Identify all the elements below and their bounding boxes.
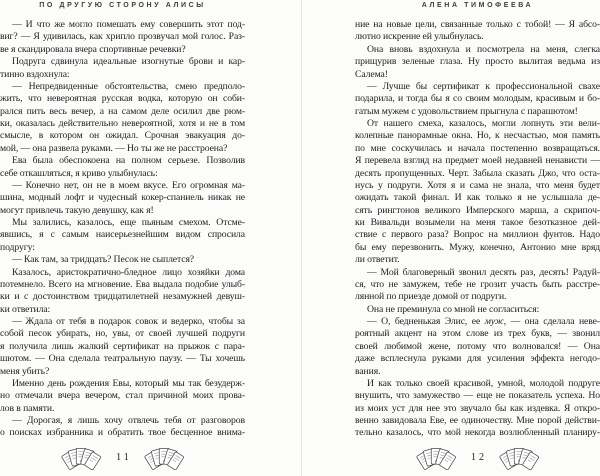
- text-line: сять рингтонов великого Имперского марша, а скрипоч-: [355, 204, 600, 216]
- text-line: ки ответила:: [0, 303, 51, 315]
- text-line: шина, модный лофт и чудесный кокер-спаниель никак не: [0, 192, 245, 204]
- text-line: подарила, и тогда бы я со своим молодым, красивым и бо-: [355, 93, 600, 105]
- text-line: — Мой благоверный звонил десять раз, десять! Радуй-: [367, 266, 600, 278]
- text-line: могут привлечь такую девушку, как я!: [0, 204, 154, 216]
- text-line: — Лучше бы сертификат к профессиональной свахе: [367, 80, 600, 92]
- text-line: тинно вздохнула:: [0, 68, 70, 80]
- text-line: лянной по приезде домой от подруги.: [355, 291, 507, 303]
- left-page-footer: [0, 443, 245, 471]
- text-line: о поисках избранника и обратить твое бесценное внима-: [0, 427, 245, 439]
- right-page: [355, 0, 600, 476]
- text-line: виг? — Я удивилась, как хрипло прозвучал мой голос. Раз-: [0, 31, 245, 43]
- left-page: [0, 0, 245, 476]
- text-line: тельно казалось, что мой некогда возлюбленный планиру-: [355, 427, 600, 439]
- text-line: собой песок убирать, но, увы, от своей лучшей подруги: [0, 328, 245, 340]
- right-page-number: 12: [471, 451, 487, 463]
- text-line: Казалось, аристократично-бледное лицо хозяйки дома: [12, 266, 245, 278]
- text-line: жить, что невероятная русская водка, которую он соби-: [0, 93, 245, 105]
- text-line: из моих уст для нее это звучало бы как издевка. Я откро-: [355, 402, 600, 414]
- text-line: явшись, я с самым наисерьезнейшим видом спросила: [0, 229, 245, 241]
- text-line: Она вновь вздохнула и посмотрела на меня, слегка: [367, 43, 600, 55]
- text-line: по мне соскучилась и начала постепенно возвращаться.: [355, 142, 600, 154]
- card-fan-icon: [498, 445, 540, 470]
- text-line: даже всплеснула руками для усиления эффекта негодо-: [355, 353, 600, 365]
- text-line: — И что же могло помешать ему совершить этот под-: [12, 19, 245, 30]
- text-line: вания.: [355, 365, 381, 377]
- text-line: ние на новые цели, связанные только с тобой! — Я абсо-: [355, 19, 600, 30]
- text-line: — Конечно нет, он не в моем вкусе. Его огромная ма-: [12, 179, 245, 191]
- text-line: себе откашляться, я криво улыбнулась:: [0, 167, 158, 179]
- text-line: смысле, в котором он ожидал. Срочная эвакуация до-: [0, 130, 245, 142]
- text-line: я получила лишь жалкий сертификат на прыжок с пара-: [0, 340, 245, 352]
- text-line: роятный акцент на этом слове из трех букв, — звонил: [355, 328, 600, 340]
- text-line: ли ответит.: [355, 254, 400, 266]
- card-fan-icon: [415, 445, 457, 470]
- text-line: но отмечали вчера вечером, стал причиной моих прова-: [0, 390, 245, 402]
- text-line: нусь у подруги. Хотя я и сама не знала, что меня будет: [355, 179, 600, 191]
- card-fan-icon: [143, 445, 185, 470]
- text-line: ся, что не замужем, тебе не грозит участь быть расстре-: [355, 278, 600, 290]
- text-line: Она не преминула со мной не согласиться:: [367, 303, 540, 315]
- text-line: Именно день рождения Евы, который мы так безудерж-: [12, 377, 245, 389]
- text-line: десять пропущенных. Черт. Забыла сказать Джо, что оста-: [355, 167, 600, 179]
- page-gutter-divider: [301, 0, 302, 476]
- text-line: ки, оказалась действительно невероятной, хотя и не в том: [0, 118, 245, 129]
- text-line: Мы залились, казалось, еще пьяным смехом. Отсме-: [12, 217, 245, 228]
- text-line: потемнело. Всего на мгновение. Ева выдала подобие улыб-: [0, 278, 245, 290]
- text-line: внушить, что замужество — еще не показатель успеха. Но: [355, 390, 600, 402]
- text-line: Я перевела взгляд на предмет моей недавней ненависти —: [355, 155, 600, 167]
- text-line: ожидать такой финал. И как только я не услышала де-: [355, 192, 600, 204]
- text-line: От нашего смеха, казалось, могли лопнуть эти вели-: [367, 118, 600, 129]
- text-line: ствие с первого раза? Вопрос на миллион фунтов. Надо: [355, 229, 600, 241]
- left-page-number: 11: [116, 451, 132, 463]
- text-line: — Как там, за тридцать? Песок не сыплется?: [12, 254, 195, 266]
- text-line: ве я скандировала вчера спортивные речевки?: [0, 43, 186, 55]
- text-line: шютом. — Она сделала театральную паузу. — Ты хочешь: [0, 353, 245, 365]
- text-line: рался пить весь вечер, а на самом деле осилил две рюм-: [0, 105, 245, 117]
- text-line: бы ему перезвонить. Мужу, конечно, Антонио мне вряд: [355, 241, 600, 253]
- text-line: Подруга сдвинула идеальные изогнутые брови и кар-: [12, 56, 245, 68]
- text-line: мой, — она развела руками. — Но ты же не расстроена?: [0, 142, 228, 154]
- text-line: своей любимой жене, потому что волновался! — Она: [355, 340, 600, 352]
- text-line: лов в памяти.: [0, 402, 55, 414]
- text-line: Салема!: [355, 68, 388, 80]
- right-running-title: АЛЕНА ТИМОФЕЕВА: [421, 2, 534, 9]
- text-line: ки Вивальди возымели на меня такое безотказное дей-: [355, 217, 600, 228]
- text-line: — Непредвиденные обстоятельства, смею предполо-: [12, 80, 245, 92]
- text-line: венно завидовала Еве, ее одиночеству. Мне порой действи-: [355, 415, 600, 426]
- text-line: Ева была обеспокоена на полном серьезе. Позволив: [12, 155, 245, 167]
- text-line: лютно искренне ей улыбнулась.: [355, 31, 484, 43]
- text-line: меня убить?: [0, 365, 50, 377]
- right-page-body: [355, 19, 600, 440]
- text-line: подругу:: [0, 241, 35, 253]
- text-line: ки и с достоинством тридцатилетней незамужней девуш-: [0, 291, 245, 303]
- text-line: И как только своей красивой, умной, молодой подруге: [367, 377, 600, 389]
- text-line: — О, бедненькая Элис, ее муж, — она сделала неве-: [367, 316, 600, 327]
- text-line: гатым мужем с удовольствием прыгнула с парашютом!: [355, 105, 578, 117]
- left-running-title: ПО ДРУГУЮ СТОРОНУ АЛИСЫ: [39, 2, 206, 9]
- right-page-footer: [355, 443, 600, 471]
- text-line: прищурив зеленые глаза. Ну просто вылитая ведьма из: [355, 56, 600, 68]
- left-page-body: [0, 19, 245, 440]
- card-fan-icon: [60, 445, 102, 470]
- text-line: — Ждала от тебя в подарок совок и ведерко, чтобы за: [12, 316, 245, 327]
- text-line: — Дорогая, я лишь хочу отвлечь тебя от разговоров: [12, 415, 245, 426]
- text-line: колепные панорамные окна. Но, к несчастью, моя память: [355, 130, 600, 142]
